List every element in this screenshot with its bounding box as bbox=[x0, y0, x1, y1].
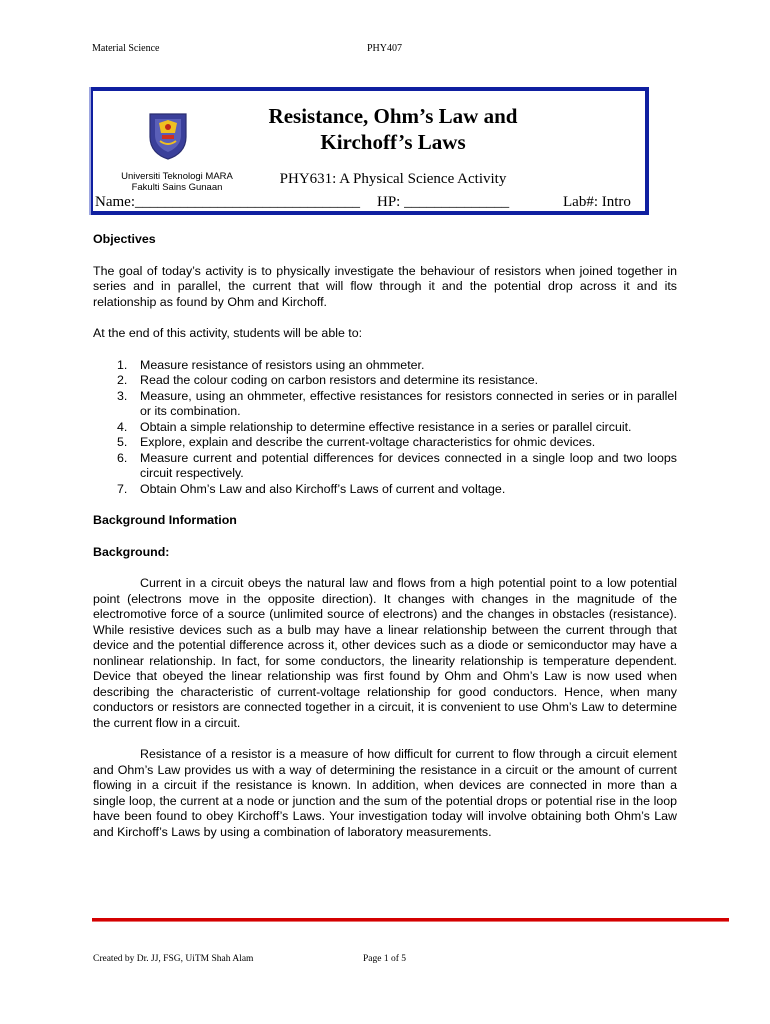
page-number: Page 1 of 5 bbox=[363, 954, 407, 964]
list-item: 2. Read the colour coding on carbon resistors and determine its resistance. bbox=[117, 373, 539, 387]
course-line: PHY631: A Physical Science Activity bbox=[279, 171, 507, 187]
list-item: 5. Explore, explain and describe the current-voltage characteristics for ohmic devices. bbox=[117, 435, 596, 449]
list-item: 6. Measure current and potential differences for devices connected in a single loop and two loops circuit respectively. bbox=[117, 450, 677, 480]
objectives-list bbox=[93, 358, 677, 498]
institution-line-1: Universiti Teknologi MARA bbox=[121, 171, 233, 182]
document-title bbox=[243, 103, 543, 155]
title-line-1: Resistance, Ohm’s Law and bbox=[268, 104, 518, 128]
institution-name bbox=[97, 171, 257, 193]
name-field[interactable]: Name:______________________________ bbox=[95, 194, 360, 210]
hp-field[interactable]: HP: ______________ bbox=[377, 194, 510, 210]
objectives-intro: The goal of today’s activity is to physically investigate the behaviour of resistors when joined together in series and in parallel, the current that will flow through it and the potential drop across it and its relationship as found by Ohm and Kirchoff. bbox=[93, 263, 677, 309]
header-course-area: Material Science bbox=[92, 43, 160, 54]
list-item: 7. Obtain Ohm’s Law and also Kirchoff’s Laws of current and voltage. bbox=[117, 481, 506, 496]
header-course-code: PHY407 bbox=[367, 43, 403, 54]
title-line-2: Kirchoff’s Laws bbox=[320, 130, 466, 154]
list-item: 3. Measure, using an ohmmeter, effective resistances for resistors connected in series or in parallel or its combination. bbox=[117, 388, 677, 418]
lab-number: Lab#: Intro bbox=[563, 194, 631, 210]
list-item: 1. Measure resistance of resistors using an ohmmeter. bbox=[117, 357, 425, 372]
institution-line-2: Fakulti Sains Gunaan bbox=[131, 182, 223, 193]
objectives-lead: At the end of this activity, students will be able to: bbox=[93, 326, 363, 340]
university-crest-icon bbox=[145, 111, 191, 161]
title-box bbox=[89, 87, 649, 215]
list-item: 4. Obtain a simple relationship to determine effective resistance in a series or parallel circuit. bbox=[117, 419, 632, 434]
background-paragraph-1: Current in a circuit obeys the natural law and flows from a high potential point to a low potential point (electrons move in the opposite direction). It changes with changes in the magnitude of the electromotive force of a source (unlimited source of electrons) and the changes in obstacles (resistance). While resistive devices such as a bulb may have a linear relationship between the current through that device and the potential difference across it, other devices such as a diode or semiconductor may have a nonlinear relationship. In fact, for some conductors, the linearity relationship is temperature dependent. Device that obeyed the linear relationship was first found by Ohm and Ohm’s Law is now used when describing the characteristic of current-voltage relationship for good conductors. Hence, when many conductors or resistors are connected together in a circuit, it is convenient to use Ohm’s Law to determine the current flow in a circuit. bbox=[93, 576, 677, 730]
footer-divider bbox=[92, 918, 729, 921]
student-info-row bbox=[95, 194, 645, 212]
background-subheading: Background: bbox=[93, 544, 170, 559]
document-body bbox=[93, 232, 677, 840]
footer-credit: Created by Dr. JJ, FSG, UiTM Shah Alam bbox=[93, 954, 254, 964]
background-info-heading: Background Information bbox=[93, 513, 237, 527]
background-paragraph-2: Resistance of a resistor is a measure of how difficult for current to flow through a circuit element and Ohm’s Law provides us with a way of determining the resistance in a circuit or the amount of current flowing in a circuit if the resistance is known. In addition, when devices are connected in more than a single loop, the current at a node or junction and the sum of the potential drops or potential rise in the loop have been found to obey Kirchoff’s Laws. Your investigation today will involve obtaining both Ohm’s Law and Kirchoff’s Laws by using a combination of laboratory measurements. bbox=[93, 747, 677, 839]
objectives-heading: Objectives bbox=[93, 232, 156, 246]
